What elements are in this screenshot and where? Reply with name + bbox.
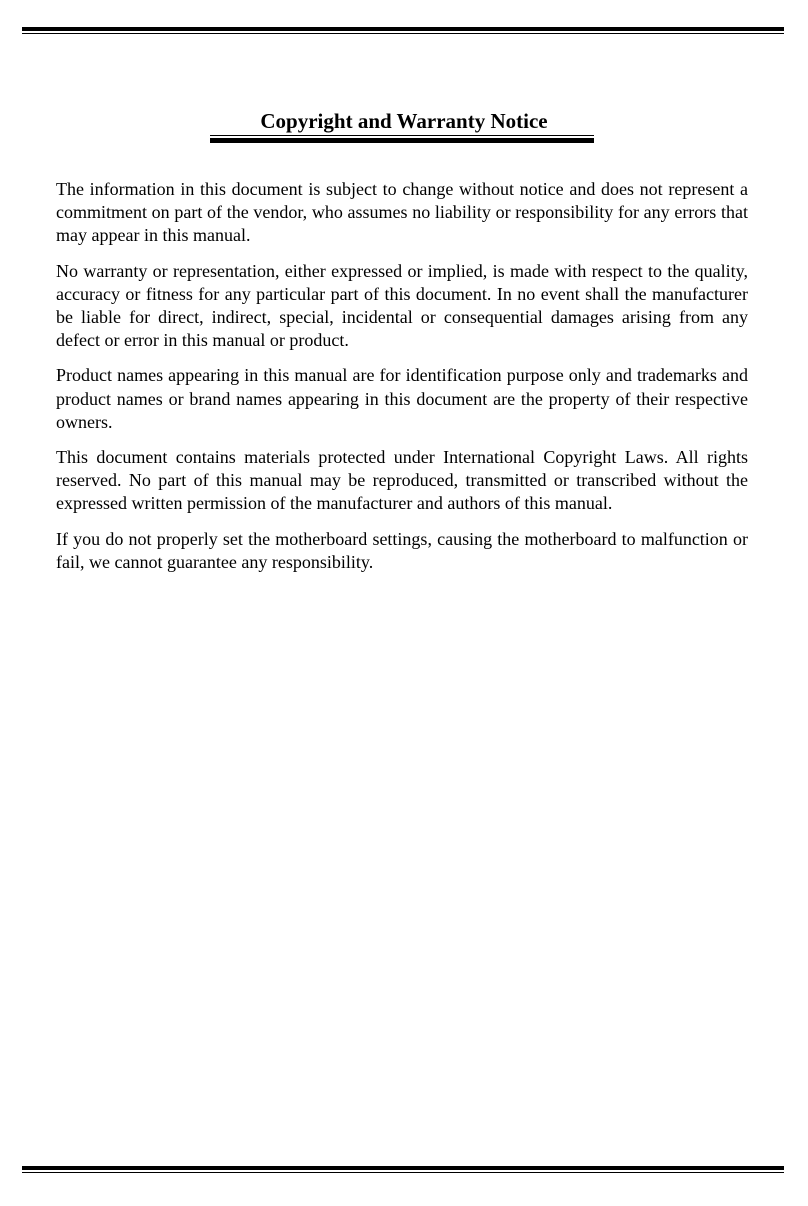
paragraph-copyright-laws: This document contains materials protected under International Copyright Laws. All rights reserved. No part of this manual may be reproduced, transmitted or transcribed without the expressed written permission of the manufacturer and authors of this manual. [56,447,748,514]
title-underline-thin [210,135,594,136]
page-title: Copyright and Warranty Notice [260,109,548,133]
notice-body [56,178,748,586]
footer-rule-thin [22,1172,784,1173]
title-underline [210,135,594,143]
footer-rule [22,1166,784,1173]
header-rule-thin [22,33,784,34]
footer-rule-thick [22,1166,784,1170]
header-rule-thick [22,27,784,31]
paragraph-change-notice: The information in this document is subject to change without notice and does not represent a commitment on part of the vendor, who assumes no liability or responsibility for any errors that may appear in this manual. [56,179,748,246]
paragraph-no-warranty: No warranty or representation, either expressed or implied, is made with respect to the quality, accuracy or fitness for any particular part of this document. In no event shall the manufacturer be liable for direct, indirect, special, incidental or consequential damages arising from any defect or error in this manual or product. [56,260,748,351]
header-rule [22,27,784,34]
paragraph-motherboard-settings: If you do not properly set the motherboard settings, causing the motherboard to malfunction or fail, we cannot guarantee any responsibility. [56,528,748,572]
title-underline-thick [210,138,594,143]
paragraph-trademarks: Product names appearing in this manual are for identification purpose only and trademarks and product names or brand names appearing in this document are the property of their respective owners. [56,365,748,432]
title-block [0,108,808,134]
